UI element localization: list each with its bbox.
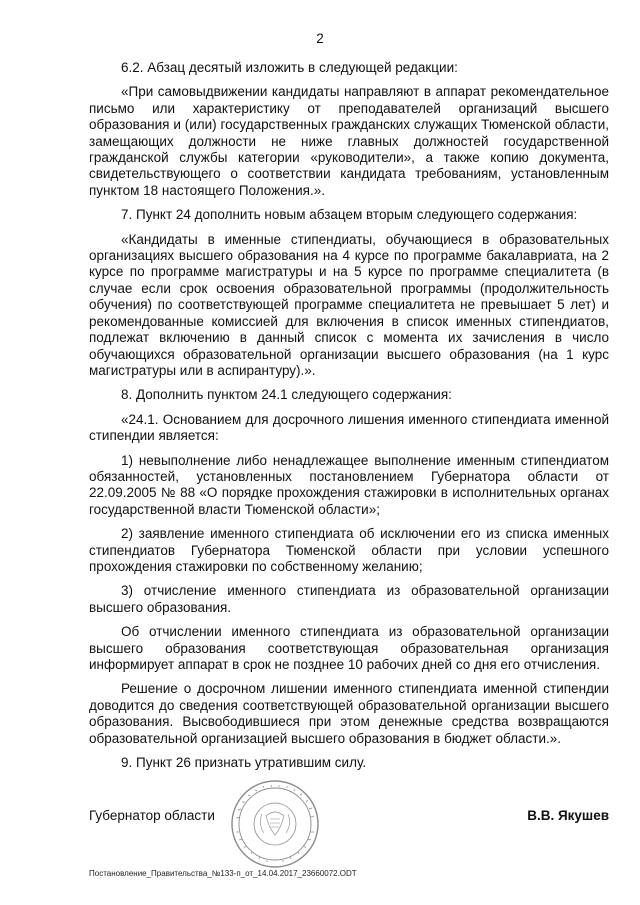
paragraph-6-2-heading: 6.2. Абзац десятый изложить в следующей редакции: [121,60,458,75]
paragraph-24-1-intro: «24.1. Основанием для досрочного лишения именного стипендиата именной стипендии является: [89,411,609,444]
paragraph-24-1-item-3: 3) отчисление именного стипендиата из образовательной организации высшего образования. [89,583,609,615]
paragraph-7-heading: 7. Пункт 24 дополнить новым абзацем вторым следующего содержания: [121,207,578,223]
paragraph-decision: Решение о досрочном лишении именного стипендиата именной стипендии доводится до сведения соответствующей образовательной организации высшего образования. Высвободившиеся при этом денежные средства возвращаются образовательной организацией высшего образования в бюджет области.». [89,681,609,746]
paragraph-24-1-item-1: 1) невыполнение либо ненадлежащее выполнение именным стипендиатом обязанностей, установленных постановлением Губернатора области от 22.09.2005 № 88 «О порядке прохождения стажировки в исполнительных органах государственной власти Тюменской области»; [89,452,609,517]
paragraph-6-2-text: «При самовыдвижении кандидаты направляют в аппарат рекомендательное письмо или характеристику от преподавателей организаций высшего образования и (или) государственных гражданских служащих Тюменской области, замещающих должности не ниже главных должностей государственной гражданской службы категории «руководители», а также копию документа, свидетельствующего о соответствии кандидата требованиям, установленным пунктом 18 настоящего Положения.». [89,84,609,198]
paragraph-9: 9. Пункт 26 признать утратившим силу. [121,755,367,771]
signatory-title: Губернатор области [89,808,215,823]
paragraph-expulsion-notice: Об отчислении именного стипендиата из образовательной организации высшего образования соответствующая образовательная организация информирует аппарат в срок не позднее 10 рабочих дней со дня его отчисления. [89,624,609,672]
paragraph-24-1-item-2: 2) заявление именного стипендиата об исключении его из списка именных стипендиатов Губернатора Тюменской области при условии успешного прохождения стажировки по собственному желанию; [89,526,609,574]
paragraph-8-heading: 8. Дополнить пунктом 24.1 следующего содержания: [121,387,452,403]
signatory-name: В.В. Якушев [527,808,609,823]
document-body [89,60,609,779]
paragraph-7-text: «Кандидаты в именные стипендиаты, обучающиеся в образовательных организациях высшего образования на 4 курсе по программе бакалавриата, на 2 курсе по программе магистратуры и на 5 курсе по программе специалитета (в случае если срок освоения образовательной программы (продолжительность обучения) по соответствующей программе специалитета не превышает 5 лет) и рекомендованные комиссией для включения в список именных стипендиатов, подлежат включению в данный список с момента их зачисления в число обучающихся образовательной организации высшего образования (на 1 курс магистратуры или в аспирантуру).». [89,231,609,378]
footer-file-name: Постановление_Правительства_№133-п_от_14.04.2017_23660072.ODT [89,869,357,878]
signature-block [89,808,609,830]
page-number: 2 [316,31,324,46]
